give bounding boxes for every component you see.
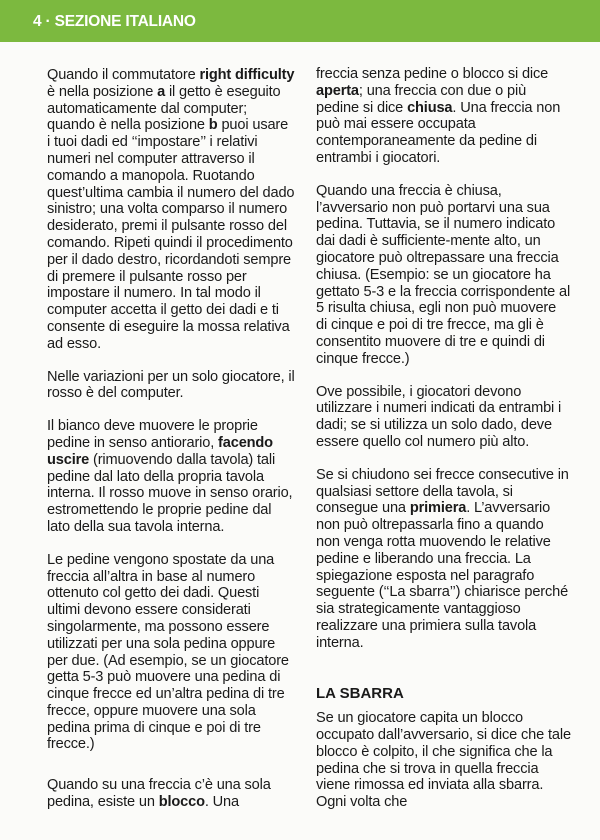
text-span: il getto è eseguito automaticamente dal computer; quando è nella posizione [47, 83, 281, 134]
paragraph-closed-point-rules: Quando una freccia è chiusa, l’avversario non può portarvi una sua pedina. Tuttavia, se il numero indicato dai dadi è sufficiente-mente alto, un giocatore può oltrepassare una freccia chiusa. (Esempio: se un giocatore ha gettato 5-3 e la freccia corrispondente al 5 risulta chiusa, egli non può muovere di cinque e poi di tre frecce, ma gli è consentito muovere di tre e quindi di cinque frecce.) [316, 182, 571, 367]
text-span: (rimuovendo dalla tavola) tali pedine dal lato della propria tavola interna. Il rosso muove in senso orario, estromettendo le proprie pedine dal lato della sua tavola interna. [47, 451, 293, 535]
text-span: freccia senza pedine o blocco si dice [316, 66, 549, 82]
right-column [316, 66, 571, 811]
paragraph-movement-direction [47, 418, 295, 536]
text-span: puoi usare i tuoi dadi ed ‘‘impostare’’ i relativi numeri nel computer attraverso il comando a manopola. Ruotando quest’ultima cambia il numero del dado sinistro; una volta comparso il numero desiderato, premi il pulsante rosso del comando. Ripeti quindi il procedimento per il dado destro, ricordandoti sempre di premere il pulsante rosso per impostare il numero. In tal modo il computer accetta il getto dei dadi e ti consente di eseguire la mossa relativa ad esso. [47, 117, 295, 352]
text-span: è nella posizione [47, 83, 158, 100]
page-section-title: 4 · SEZIONE ITALIANO [33, 13, 196, 30]
paragraph-bar: Se un giocatore capita un blocco occupato dall’avversario, si dice che tale blocco è colpito, il che significa che la pedina che si trova in quella freccia viene rimossa ed inviata alla sbarra. Ogni volta che [316, 710, 571, 811]
bold-term: a [157, 83, 166, 100]
paragraph-use-both-dice: Ove possibile, i giocatori devono utilizzare i numeri indicati da entrambi i dadi; se si utilizza un solo dado, deve essere quello col numero più alto. [316, 383, 562, 450]
bold-term: chiusa [407, 99, 453, 116]
text-span: . Una freccia non può mai essere occupata contemporaneamente da pedine di entrambi i giocatori. [316, 99, 561, 166]
text-span: Il bianco deve muovere le proprie pedine in senso antiorario, [47, 418, 258, 451]
text-span: ; una freccia con due o più pedine si dice [316, 82, 527, 116]
text-span: . Una [204, 794, 239, 811]
header-bar [0, 0, 600, 42]
paragraph-blot [47, 777, 295, 811]
bold-term: b [208, 117, 218, 134]
paragraph-dice-moves: Le pedine vengono spostate da una freccia all’altra in base al numero ottenuto col getto dei dadi. Questi ultimi devono essere considerati singolarmente, ma possono essere utilizzati per una sola pedina oppure per due. (Ad esempio, se un giocatore getta 5-3 può muovere una pedina di cinque frecce ed un’altra pedina di tre frecce, oppure muovere una sola pedina prima di cinque e poi di tre frecce.) [47, 551, 289, 753]
left-column [47, 67, 295, 811]
text-span: . L’avversario non può oltrepassarla fino a quando non venga rotta muovendo le relative pedine e liberando una freccia. La spiegazione esposta nel paragrafo seguente (‘‘La sbarra’’) chiarisce perché sia strategicamente vantaggioso realizzare una primiera sulla tavola interna. [316, 500, 569, 651]
section-heading-bar: LA SBARRA [316, 684, 404, 702]
text-span: Se si chiudono sei frecce consecutive in qualsiasi settore della tavola, si consegue una [316, 466, 569, 517]
text-span: Quando il commutatore [47, 67, 200, 83]
paragraph-open-closed-point [316, 66, 571, 167]
bold-term: right difficulty [199, 67, 295, 83]
bold-term: blocco [158, 794, 205, 811]
text-span: Quando su una freccia c’è una sola pedina, esiste un [47, 777, 271, 811]
bold-term: aperta [316, 82, 359, 99]
bold-term: primiera [409, 500, 467, 517]
paragraph-difficulty-switch [47, 67, 295, 353]
paragraph-prime [316, 467, 571, 652]
paragraph-single-player: Nelle variazioni per un solo giocatore, il rosso è del computer. [47, 368, 295, 402]
bold-term: facendo uscire [47, 434, 273, 468]
